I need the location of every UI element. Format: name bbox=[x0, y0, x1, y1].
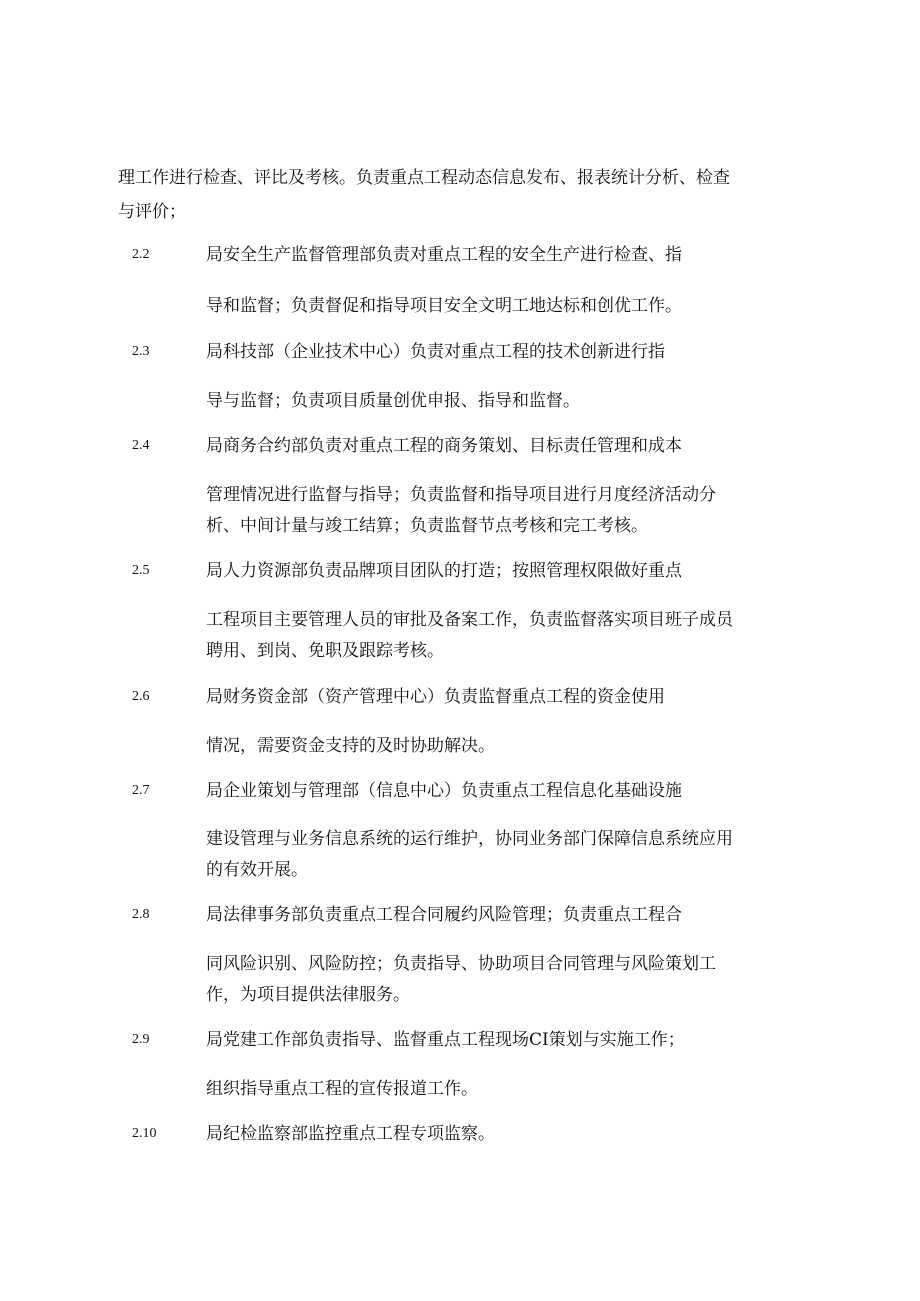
intro-line-1: 理工作进行检查、评比及考核。负责重点工程动态信息发布、报表统计分析、检查 bbox=[118, 168, 730, 188]
item-continuation-text: 聘用、到岗、免职及跟踪考核。 bbox=[206, 641, 444, 661]
item-number: 2.2 bbox=[132, 247, 150, 262]
item-lead-text: 局党建工作部负责指导、监督重点工程现场CI策划与实施工作； bbox=[206, 1030, 685, 1050]
item-continuation-text: 导和监督；负责督促和指导项目安全文明工地达标和创优工作。 bbox=[206, 296, 682, 316]
item-number: 2.9 bbox=[132, 1032, 150, 1047]
item-lead-text: 局财务资金部（资产管理中心）负责监督重点工程的资金使用 bbox=[206, 687, 665, 707]
item-number: 2.5 bbox=[132, 563, 150, 578]
item-lead-text: 局商务合约部负责对重点工程的商务策划、目标责任管理和成本 bbox=[206, 436, 682, 456]
item-continuation-text: 作，为项目提供法律服务。 bbox=[206, 985, 410, 1005]
item-continuation-text: 导与监督；负责项目质量创优申报、指导和监督。 bbox=[206, 391, 580, 411]
item-continuation-text: 析、中间计量与竣工结算；负责监督节点考核和完工考核。 bbox=[206, 516, 648, 536]
item-lead-text: 局科技部（企业技术中心）负责对重点工程的技术创新进行指 bbox=[206, 342, 665, 362]
item-number: 2.7 bbox=[132, 783, 150, 798]
item-number: 2.6 bbox=[132, 689, 150, 704]
item-lead-text: 局人力资源部负责品牌项目团队的打造；按照管理权限做好重点 bbox=[206, 561, 682, 581]
item-continuation-text: 组织指导重点工程的宣传报道工作。 bbox=[206, 1079, 478, 1099]
item-lead-text: 局纪检监察部监控重点工程专项监察。 bbox=[206, 1124, 495, 1144]
item-lead-text: 局法律事务部负责重点工程合同履约风险管理；负责重点工程合 bbox=[206, 905, 682, 925]
item-continuation-text: 的有效开展。 bbox=[206, 860, 308, 880]
item-number: 2.3 bbox=[132, 344, 150, 359]
item-lead-text: 局安全生产监督管理部负责对重点工程的安全生产进行检查、指 bbox=[206, 245, 682, 265]
item-continuation-text: 工程项目主要管理人员的审批及备案工作，负责监督落实项目班子成员 bbox=[206, 610, 733, 630]
item-continuation-text: 管理情况进行监督与指导；负责监督和指导项目进行月度经济活动分 bbox=[206, 485, 716, 505]
item-continuation-text: 情况，需要资金支持的及时协助解决。 bbox=[206, 736, 495, 756]
item-number: 2.4 bbox=[132, 438, 150, 453]
intro-line-2: 与评价； bbox=[118, 202, 186, 222]
item-continuation-text: 同风险识别、风险防控；负责指导、协助项目合同管理与风险策划工 bbox=[206, 954, 716, 974]
item-number: 2.10 bbox=[132, 1126, 157, 1141]
item-continuation-text: 建设管理与业务信息系统的运行维护，协同业务部门保障信息系统应用 bbox=[206, 829, 733, 849]
item-number: 2.8 bbox=[132, 907, 150, 922]
item-lead-text: 局企业策划与管理部（信息中心）负责重点工程信息化基础设施 bbox=[206, 781, 682, 801]
